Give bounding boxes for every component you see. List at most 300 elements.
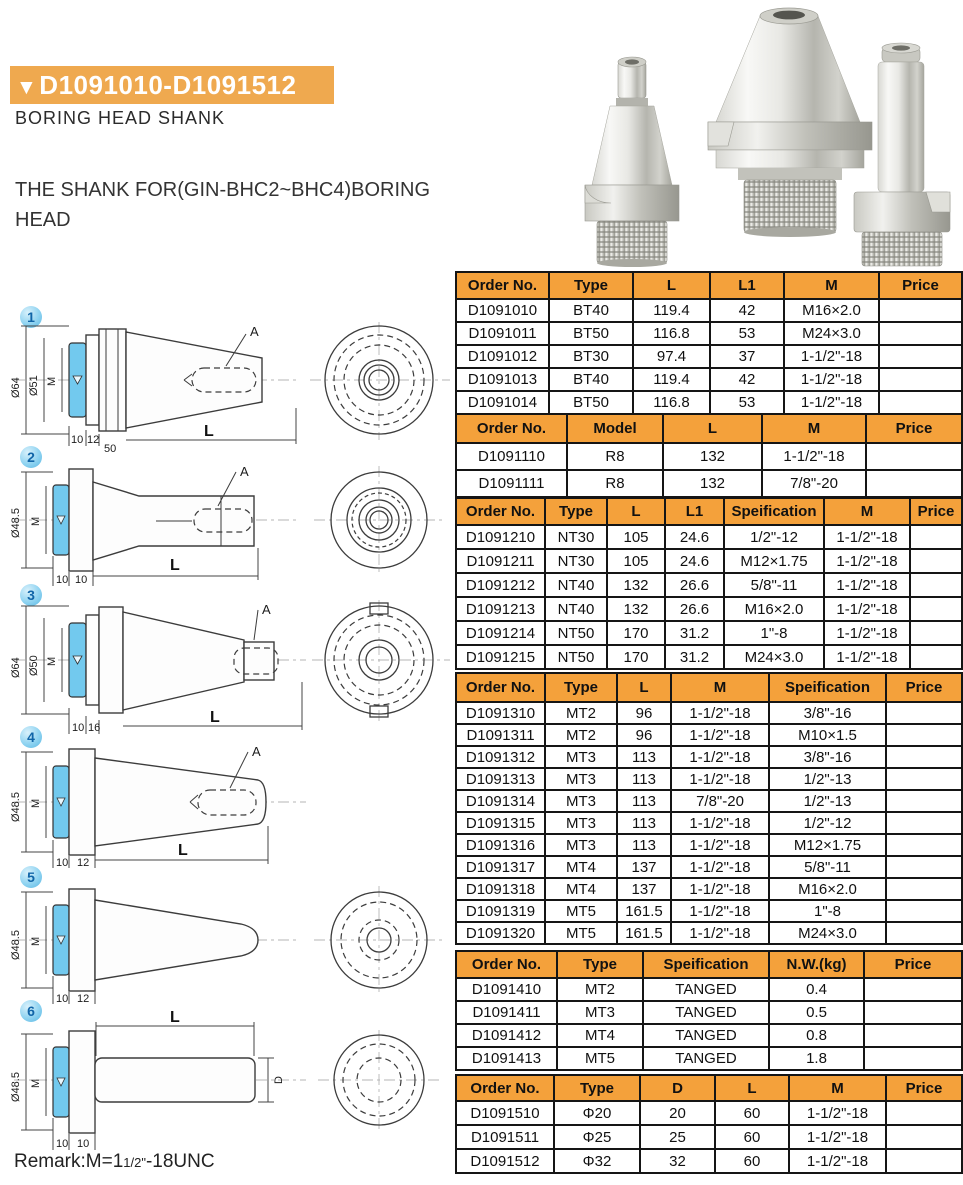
item-number-badge: 5: [20, 866, 42, 888]
bt-shank-table: [455, 271, 963, 415]
column-header: Order No.: [456, 673, 545, 702]
table-cell: 97.4: [633, 345, 710, 368]
table-cell: 31.2: [665, 645, 724, 669]
table-cell: 0.8: [769, 1024, 864, 1047]
item-number-badge: 6: [20, 1000, 42, 1022]
table-cell: [910, 573, 962, 597]
table-cell: [866, 470, 962, 497]
table-cell: [886, 768, 962, 790]
table-row: [456, 856, 962, 878]
table-cell: M24×3.0: [769, 922, 886, 944]
table-cell: [886, 856, 962, 878]
table-cell: 1-1/2"-18: [824, 549, 910, 573]
table-cell: 60: [715, 1149, 789, 1173]
table-cell: 105: [607, 549, 665, 573]
table-cell: [886, 812, 962, 834]
table-cell: MT2: [545, 702, 617, 724]
dim-label: 12: [77, 857, 90, 869]
table-row: [456, 573, 962, 597]
length-label: L: [170, 1010, 180, 1026]
table-cell: 7/8"-20: [671, 790, 769, 812]
diagram-6: [6, 1000, 458, 1155]
straight-shank-table: [455, 1074, 963, 1174]
table-cell: D1091510: [456, 1101, 554, 1125]
table-row: [456, 299, 962, 322]
table-cell: 161.5: [617, 922, 671, 944]
table-cell: D1091012: [456, 345, 549, 368]
table-cell: [910, 549, 962, 573]
table-cell: MT4: [545, 856, 617, 878]
table-cell: 1-1/2"-18: [671, 768, 769, 790]
table-cell: MT5: [545, 900, 617, 922]
table-cell: 113: [617, 812, 671, 834]
remark-note: [14, 1151, 215, 1173]
table-cell: BT30: [549, 345, 633, 368]
table-cell: MT3: [545, 790, 617, 812]
table-cell: D1091111: [456, 470, 567, 497]
column-header: Order No.: [456, 1075, 554, 1101]
table-cell: M16×2.0: [784, 299, 879, 322]
shank-photo-left: [585, 57, 679, 267]
table-cell: [879, 391, 962, 414]
table-cell: 1-1/2"-18: [671, 746, 769, 768]
table-cell: 1/2"-12: [769, 812, 886, 834]
column-header: Model: [567, 414, 663, 443]
dim-label: 16: [88, 722, 101, 734]
slot-label: A: [240, 464, 249, 479]
table-cell: [864, 978, 962, 1001]
table-cell: [886, 900, 962, 922]
table-cell: D1091412: [456, 1024, 557, 1047]
table-cell: 5/8"-11: [724, 573, 824, 597]
table-cell: 0.4: [769, 978, 864, 1001]
table-cell: [879, 322, 962, 345]
dim-label: M: [30, 1078, 42, 1088]
table-cell: [886, 1101, 962, 1125]
table-cell: D1091311: [456, 724, 545, 746]
column-header: M: [671, 673, 769, 702]
column-header: Speification: [643, 951, 769, 978]
table-cell: 132: [663, 470, 762, 497]
column-header: Type: [557, 951, 643, 978]
table-cell: 26.6: [665, 573, 724, 597]
table-row: [456, 702, 962, 724]
table-cell: 1-1/2"-18: [671, 702, 769, 724]
table-cell: 116.8: [633, 322, 710, 345]
table-cell: [886, 878, 962, 900]
table-cell: 113: [617, 790, 671, 812]
table-row: [456, 368, 962, 391]
mt-shank-table: [455, 672, 963, 945]
table-cell: 137: [617, 856, 671, 878]
length-label: L: [210, 709, 220, 726]
table-row: [456, 1001, 962, 1024]
table-cell: MT3: [545, 768, 617, 790]
table-cell: NT30: [545, 549, 607, 573]
table-row: [456, 525, 962, 549]
product-photo: [560, 0, 960, 270]
table-cell: D1091212: [456, 573, 545, 597]
table-cell: [866, 443, 962, 470]
item-number-badge: 1: [20, 306, 42, 328]
table-cell: NT40: [545, 597, 607, 621]
dim-label: Ø50: [28, 655, 40, 676]
column-header: Speification: [769, 673, 886, 702]
end-view-3: [312, 600, 450, 722]
column-header: Price: [864, 951, 962, 978]
table-row: [456, 768, 962, 790]
length-label: L: [178, 842, 188, 859]
dim-label: 10: [77, 1138, 90, 1150]
table-cell: TANGED: [643, 978, 769, 1001]
table-cell: MT2: [545, 724, 617, 746]
diameter-label: D: [273, 1076, 285, 1084]
dim-label: M: [30, 798, 42, 808]
dim-label: Ø48.5: [10, 508, 22, 538]
table-cell: 113: [617, 768, 671, 790]
table-cell: 1-1/2"-18: [789, 1149, 886, 1173]
table-cell: 5/8"-11: [769, 856, 886, 878]
dim-label: M: [30, 936, 42, 946]
table-row: [456, 834, 962, 856]
item-number-badge: 2: [20, 446, 42, 468]
description-line-2: HEAD: [15, 209, 71, 231]
table-cell: 119.4: [633, 368, 710, 391]
table-cell: [910, 525, 962, 549]
table-cell: D1091317: [456, 856, 545, 878]
table-cell: D1091210: [456, 525, 545, 549]
diagram-4-drawing: [6, 736, 458, 878]
table-cell: 116.8: [633, 391, 710, 414]
item-number-badge: 3: [20, 584, 42, 606]
column-header: Price: [886, 1075, 962, 1101]
table-cell: [910, 645, 962, 669]
table-cell: 42: [710, 368, 784, 391]
table-cell: MT2: [557, 978, 643, 1001]
column-header: M: [784, 272, 879, 299]
column-header: L: [715, 1075, 789, 1101]
table-cell: [864, 1024, 962, 1047]
diagram-2: [6, 446, 458, 586]
table-cell: MT5: [557, 1047, 643, 1070]
table-cell: 60: [715, 1101, 789, 1125]
slot-label: A: [252, 744, 261, 759]
table-row: [456, 443, 962, 470]
table-cell: [886, 922, 962, 944]
table-cell: TANGED: [643, 1047, 769, 1070]
table-cell: R8: [567, 470, 663, 497]
table-cell: 1/2"-12: [724, 525, 824, 549]
table-cell: 1-1/2"-18: [784, 368, 879, 391]
column-header: M: [762, 414, 866, 443]
table-cell: 0.5: [769, 1001, 864, 1024]
table-cell: M12×1.75: [769, 834, 886, 856]
dim-label: Ø64: [10, 657, 22, 678]
table-cell: 1-1/2"-18: [789, 1101, 886, 1125]
table-cell: 132: [607, 597, 665, 621]
table-cell: 25: [640, 1125, 715, 1149]
table-cell: TANGED: [643, 1001, 769, 1024]
diagram-5-drawing: [6, 876, 458, 1012]
table-cell: [864, 1001, 962, 1024]
table-cell: D1091319: [456, 900, 545, 922]
table-row: [456, 470, 962, 497]
diagram-1-drawing: [6, 316, 458, 454]
table-cell: BT40: [549, 299, 633, 322]
column-header: L: [633, 272, 710, 299]
table-cell: M24×3.0: [724, 645, 824, 669]
table-cell: [886, 724, 962, 746]
table-row: [456, 391, 962, 414]
dim-label: Ø48.5: [10, 1072, 22, 1102]
table-row: [456, 549, 962, 573]
table-cell: MT4: [557, 1024, 643, 1047]
table-cell: D1091213: [456, 597, 545, 621]
table-row: [456, 724, 962, 746]
table-cell: 113: [617, 746, 671, 768]
table-cell: 119.4: [633, 299, 710, 322]
column-header: L1: [710, 272, 784, 299]
end-view-1: [310, 322, 450, 440]
remark-suffix: -18UNC: [145, 1151, 215, 1172]
diagram-3-drawing: [6, 594, 458, 744]
column-header: M: [824, 498, 910, 525]
table-cell: 20: [640, 1101, 715, 1125]
table-cell: [910, 621, 962, 645]
column-header: L: [663, 414, 762, 443]
table-cell: 105: [607, 525, 665, 549]
column-header: Type: [549, 272, 633, 299]
table-cell: BT40: [549, 368, 633, 391]
dim-label: M: [30, 516, 42, 526]
table-cell: 60: [715, 1125, 789, 1149]
table-cell: D1091013: [456, 368, 549, 391]
column-header: D: [640, 1075, 715, 1101]
table-cell: D1091014: [456, 391, 549, 414]
column-header: Type: [545, 498, 607, 525]
triangle-icon: ▼: [16, 76, 38, 99]
title-banner: [10, 66, 334, 104]
table-row: [456, 1125, 962, 1149]
column-header: L1: [665, 498, 724, 525]
column-header: Type: [554, 1075, 640, 1101]
table-cell: Φ20: [554, 1101, 640, 1125]
table-row: [456, 645, 962, 669]
table-cell: MT3: [557, 1001, 643, 1024]
table-cell: MT3: [545, 746, 617, 768]
dim-label: M: [46, 656, 58, 666]
column-header: Price: [910, 498, 962, 525]
column-header: L: [607, 498, 665, 525]
nt-shank-table: [455, 497, 963, 670]
table-cell: D1091315: [456, 812, 545, 834]
table-row: [456, 878, 962, 900]
slot-label: A: [250, 324, 259, 339]
table-cell: M24×3.0: [784, 322, 879, 345]
table-cell: NT40: [545, 573, 607, 597]
table-cell: [879, 299, 962, 322]
table-cell: 170: [607, 621, 665, 645]
end-view-2: [314, 466, 446, 576]
column-header: N.W.(kg): [769, 951, 864, 978]
table-cell: [879, 368, 962, 391]
table-cell: 161.5: [617, 900, 671, 922]
table-cell: 1/2"-13: [769, 768, 886, 790]
table-row: [456, 922, 962, 944]
table-cell: 1-1/2"-18: [671, 900, 769, 922]
table-cell: 7/8"-20: [762, 470, 866, 497]
table-cell: D1091314: [456, 790, 545, 812]
table-cell: [886, 1125, 962, 1149]
column-header: Price: [866, 414, 962, 443]
table-cell: D1091512: [456, 1149, 554, 1173]
table-cell: D1091410: [456, 978, 557, 1001]
table-cell: 32: [640, 1149, 715, 1173]
table-cell: MT3: [545, 834, 617, 856]
table-row: [456, 345, 962, 368]
shank-photo-middle: [708, 8, 872, 237]
table-cell: D1091110: [456, 443, 567, 470]
column-header: Type: [545, 673, 617, 702]
table-cell: D1091316: [456, 834, 545, 856]
dim-label: M: [46, 376, 58, 386]
end-view-5: [314, 886, 446, 996]
table-cell: 1-1/2"-18: [671, 834, 769, 856]
table-cell: D1091211: [456, 549, 545, 573]
table-cell: 24.6: [665, 549, 724, 573]
table-row: [456, 1047, 962, 1070]
description-line-1: THE SHANK FOR(GIN-BHC2~BHC4)BORING: [15, 179, 431, 201]
table-row: [456, 621, 962, 645]
table-row: [456, 597, 962, 621]
table-cell: D1091312: [456, 746, 545, 768]
dim-label: 10: [71, 434, 84, 446]
table-cell: [910, 597, 962, 621]
dim-label: 50: [104, 443, 117, 454]
table-cell: D1091413: [456, 1047, 557, 1070]
dim-label: Ø51: [28, 375, 40, 396]
table-cell: 1-1/2"-18: [671, 922, 769, 944]
column-header: M: [789, 1075, 886, 1101]
table-cell: [864, 1047, 962, 1070]
table-cell: D1091411: [456, 1001, 557, 1024]
table-cell: D1091320: [456, 922, 545, 944]
table-cell: 96: [617, 724, 671, 746]
column-header: Price: [879, 272, 962, 299]
product-description: [15, 175, 485, 235]
table-cell: D1091313: [456, 768, 545, 790]
table-cell: 1-1/2"-18: [824, 621, 910, 645]
column-header: Price: [886, 673, 962, 702]
diagram-3: [6, 584, 458, 734]
diagram-2-drawing: [6, 456, 458, 592]
item-number-badge: 4: [20, 726, 42, 748]
table-cell: 1-1/2"-18: [784, 391, 879, 414]
table-cell: 96: [617, 702, 671, 724]
product-subtitle: BORING HEAD SHANK: [15, 108, 226, 128]
column-header: Order No.: [456, 272, 549, 299]
table-cell: 170: [607, 645, 665, 669]
table-row: [456, 1149, 962, 1173]
table-cell: Φ32: [554, 1149, 640, 1173]
table-cell: M12×1.75: [724, 549, 824, 573]
table-cell: MT5: [545, 922, 617, 944]
table-cell: 31.2: [665, 621, 724, 645]
table-cell: BT50: [549, 322, 633, 345]
dim-label: Ø64: [10, 377, 22, 398]
dim-label: Ø48.5: [10, 792, 22, 822]
table-row: [456, 746, 962, 768]
table-cell: 1/2"-13: [769, 790, 886, 812]
dim-label: 10: [72, 722, 85, 734]
table-cell: 132: [663, 443, 762, 470]
table-cell: TANGED: [643, 1024, 769, 1047]
dim-label: 10: [56, 993, 69, 1005]
table-row: [456, 1024, 962, 1047]
dim-label: 12: [77, 993, 90, 1005]
table-cell: Φ25: [554, 1125, 640, 1149]
table-cell: 3/8"-16: [769, 702, 886, 724]
table-cell: M16×2.0: [724, 597, 824, 621]
column-header: Speification: [724, 498, 824, 525]
table-cell: [886, 1149, 962, 1173]
column-header: Order No.: [456, 414, 567, 443]
table-row: [456, 900, 962, 922]
table-cell: 1-1/2"-18: [824, 525, 910, 549]
r8-shank-table: [455, 413, 963, 498]
column-header: Order No.: [456, 498, 545, 525]
dim-label: 12: [87, 434, 100, 446]
table-cell: 1.8: [769, 1047, 864, 1070]
table-cell: D1091511: [456, 1125, 554, 1149]
table-cell: 1-1/2"-18: [789, 1125, 886, 1149]
table-cell: 1-1/2"-18: [824, 645, 910, 669]
diagram-1: [6, 306, 458, 454]
table-cell: NT30: [545, 525, 607, 549]
column-header: L: [617, 673, 671, 702]
dim-label: Ø48.5: [10, 930, 22, 960]
table-cell: M10×1.5: [769, 724, 886, 746]
table-row: [456, 978, 962, 1001]
table-cell: 113: [617, 834, 671, 856]
diagram-4: [6, 726, 458, 868]
table-cell: NT50: [545, 621, 607, 645]
table-cell: 26.6: [665, 597, 724, 621]
diagram-6-drawing: [6, 1010, 458, 1165]
table-cell: 53: [710, 391, 784, 414]
table-cell: 137: [617, 878, 671, 900]
mt-tanged-table: [455, 950, 963, 1071]
table-cell: [886, 702, 962, 724]
table-cell: 53: [710, 322, 784, 345]
slot-label: A: [262, 602, 271, 617]
table-cell: 24.6: [665, 525, 724, 549]
table-cell: 1-1/2"-18: [671, 724, 769, 746]
table-cell: BT50: [549, 391, 633, 414]
table-cell: 1"-8: [724, 621, 824, 645]
table-cell: D1091214: [456, 621, 545, 645]
table-cell: 1-1/2"-18: [671, 812, 769, 834]
table-cell: D1091318: [456, 878, 545, 900]
table-cell: NT50: [545, 645, 607, 669]
table-cell: 3/8"-16: [769, 746, 886, 768]
remark-prefix: Remark:M=1: [14, 1151, 124, 1172]
table-cell: 37: [710, 345, 784, 368]
end-view-6: [318, 1030, 442, 1132]
table-cell: M16×2.0: [769, 878, 886, 900]
length-label: L: [170, 557, 180, 574]
table-cell: MT3: [545, 812, 617, 834]
